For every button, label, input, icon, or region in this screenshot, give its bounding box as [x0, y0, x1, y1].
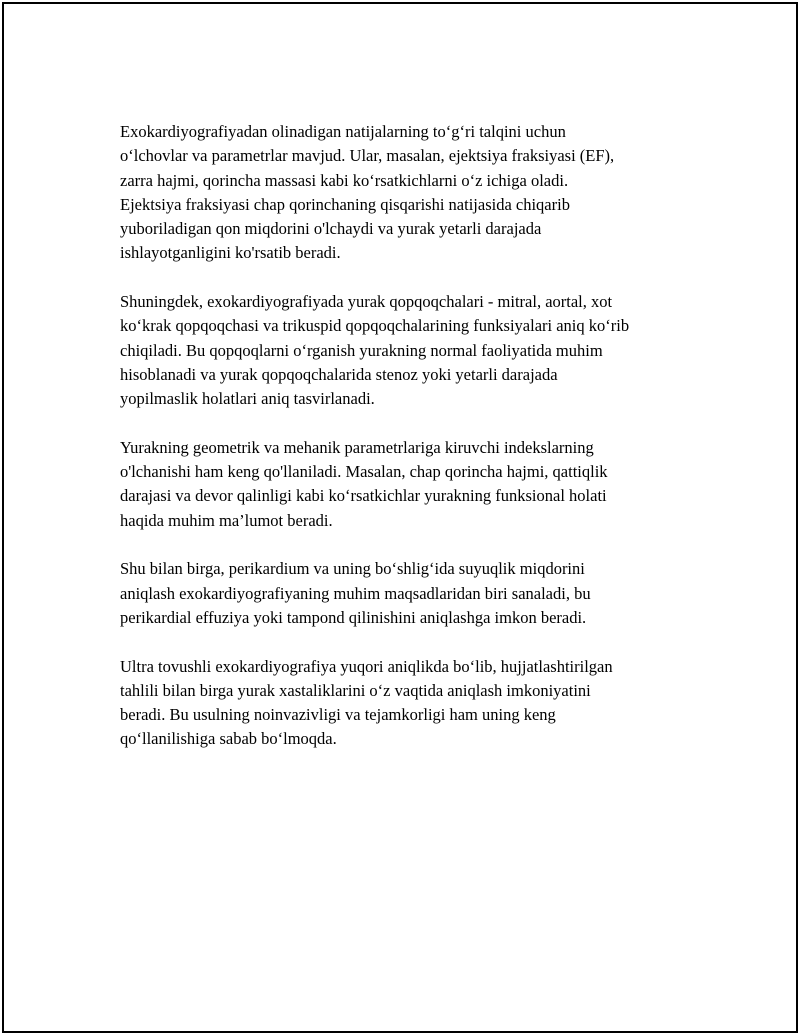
text-line: darajasi va devor qalinligi kabi ko‘rsatkichlar yurakning funksional holati — [120, 486, 607, 506]
text-line: o‘lchovlar va parametrlar mavjud. Ular, masalan, ejektsiya fraksiyasi (EF), — [120, 146, 615, 166]
paragraph-4 — [120, 557, 700, 630]
text-line: hisoblanadi va yurak qopqoqchalarida stenoz yoki yetarli darajada — [120, 364, 558, 384]
page-frame — [2, 2, 798, 1033]
paragraph-2 — [120, 290, 700, 411]
text-line: zarra hajmi, qorincha massasi kabi ko‘rsatkichlarni o‘z ichiga oladi. — [120, 170, 569, 190]
text-line: yuboriladigan qon miqdorini o'lchaydi va yurak yetarli darajada — [120, 219, 542, 239]
text-line: yopilmaslik holatlari aniq tasvirlanadi. — [120, 389, 375, 409]
text-line: ko‘krak qopqoqchasi va trikuspid qopqoqchalarining funksiyalari aniq ko‘rib — [120, 316, 630, 336]
text-line: Shu bilan birga, perikardium va uning bo‘shlig‘ida suyuqlik miqdorini — [120, 559, 585, 579]
paragraph-5 — [120, 655, 700, 752]
text-line: haqida muhim ma’lumot beradi. — [120, 510, 333, 530]
text-line: tahlili bilan birga yurak xastaliklarini o‘z vaqtida aniqlash imkoniyatini — [120, 680, 591, 700]
text-line: chiqiladi. Bu qopqoqlarni o‘rganish yurakning normal faoliyatida muhim — [120, 340, 603, 360]
text-line: Ejektsiya fraksiyasi chap qorinchaning qisqarishi natijasida chiqarib — [120, 194, 570, 214]
text-line: Shuningdek, exokardiyografiyada yurak qopqoqchalari - mitral, aortal, xot — [120, 292, 613, 312]
text-line: aniqlash exokardiyografiyaning muhim maqsadlaridan biri sanaladi, bu — [120, 583, 591, 603]
text-line: ishlayotganligini ko'rsatib beradi. — [120, 243, 341, 263]
text-line: qo‘llanilishiga sabab bo‘lmoqda. — [120, 729, 337, 749]
text-line: o'lchanishi ham keng qo'llaniladi. Masalan, chap qorincha hajmi, qattiqlik — [120, 462, 608, 482]
text-line: beradi. Bu usulning noinvazivligi va tejamkorligi ham uning keng — [120, 705, 556, 725]
paragraph-3 — [120, 436, 700, 533]
document-body — [120, 120, 700, 776]
text-line: perikardial effuziya yoki tampond qilinishini aniqlashga imkon beradi. — [120, 607, 587, 627]
paragraph-1 — [120, 120, 700, 266]
text-line: Ultra tovushli exokardiyografiya yuqori aniqlikda bo‘lib, hujjatlashtirilgan — [120, 656, 613, 676]
text-line: Exokardiyografiyadan olinadigan natijalarning to‘g‘ri talqini uchun — [120, 122, 566, 141]
text-line: Yurakning geometrik va mehanik parametrlariga kiruvchi indekslarning — [120, 437, 594, 457]
